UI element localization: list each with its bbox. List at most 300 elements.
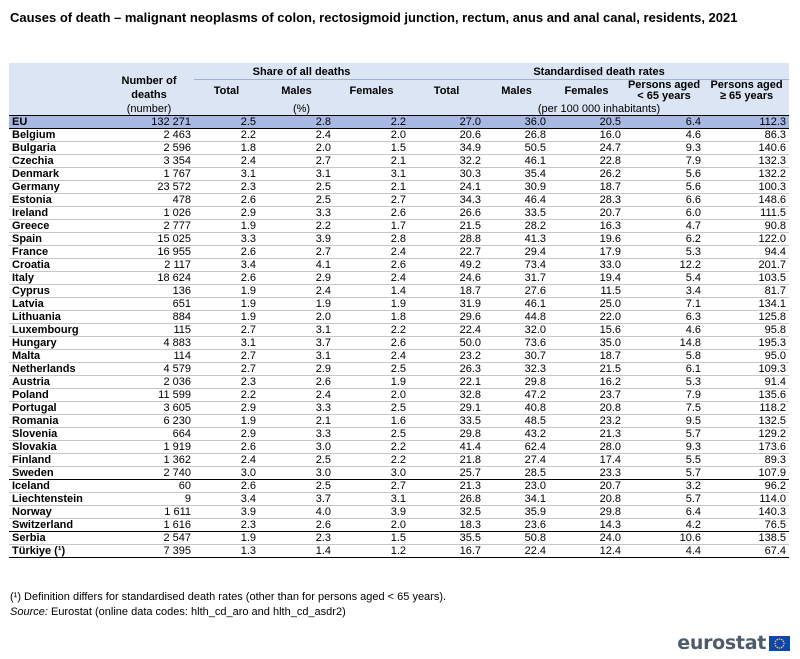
cell-deaths: 4 883 bbox=[163, 337, 191, 349]
cell-s-females: 2.8 bbox=[390, 233, 407, 245]
table-title: Causes of death – malignant neoplasms of colon, rectosigmoid junction, rectum, anus and anal canal, residents, 2021 bbox=[10, 10, 738, 25]
cell-r-total: 22.4 bbox=[459, 324, 482, 336]
cell-s-females: 2.0 bbox=[390, 129, 407, 141]
cell-s-females: 1.6 bbox=[390, 415, 407, 427]
cell-r-total: 26.3 bbox=[459, 363, 482, 375]
country-name: Slovakia bbox=[12, 441, 57, 453]
cell-s-females: 1.9 bbox=[390, 376, 407, 388]
cell-r-females: 26.2 bbox=[599, 168, 622, 180]
cell-r-u65: 5.7 bbox=[685, 467, 702, 479]
cell-s-males: 2.7 bbox=[315, 155, 331, 167]
cell-s-females: 2.4 bbox=[390, 272, 407, 284]
cell-s-males: 3.1 bbox=[315, 350, 331, 362]
cell-r-o65: 103.5 bbox=[758, 272, 787, 284]
cell-r-o65: 112.3 bbox=[704, 116, 789, 129]
cell-r-total: 34.9 bbox=[459, 142, 482, 154]
table-row bbox=[9, 298, 789, 311]
cell-r-o65: 135.6 bbox=[758, 389, 787, 401]
cell-s-total: 3.4 bbox=[240, 259, 256, 271]
footnotes bbox=[10, 590, 446, 620]
cell-r-males: 32.3 bbox=[524, 363, 547, 375]
country-name: Germany bbox=[12, 181, 60, 193]
cell-r-u65: 6.3 bbox=[685, 311, 702, 323]
cell-r-males: 33.5 bbox=[524, 207, 547, 219]
cell-r-o65: 201.7 bbox=[758, 259, 787, 271]
cell-s-total: 1.3 bbox=[240, 545, 256, 557]
cell-r-females: 28.0 bbox=[599, 441, 622, 453]
cell-r-total: 25.7 bbox=[459, 467, 482, 479]
cell-r-total: 28.8 bbox=[459, 233, 482, 245]
cell-r-total: 50.0 bbox=[459, 337, 482, 349]
table-row bbox=[9, 194, 789, 207]
cell-r-males: 35.9 bbox=[524, 506, 547, 518]
cell-s-females: 2.1 bbox=[390, 181, 407, 193]
table-row bbox=[9, 142, 789, 155]
cell-deaths: 132 271 bbox=[104, 116, 194, 129]
cell-r-females: 16.2 bbox=[599, 376, 622, 388]
cell-r-males: 26.8 bbox=[524, 129, 547, 141]
cell-r-males: 48.5 bbox=[524, 415, 547, 427]
cell-deaths: 3 605 bbox=[163, 402, 191, 414]
cell-s-females: 3.9 bbox=[390, 506, 407, 518]
country-name: Türkiye (¹) bbox=[12, 545, 66, 557]
cell-r-o65: 148.6 bbox=[758, 194, 787, 206]
table-row bbox=[9, 454, 789, 467]
cell-s-males: 3.0 bbox=[315, 441, 331, 453]
cell-r-u65: 5.6 bbox=[685, 168, 702, 180]
cell-r-total: 26.6 bbox=[459, 207, 482, 219]
cell-r-males: 62.4 bbox=[524, 441, 547, 453]
table-row bbox=[9, 168, 789, 181]
cell-r-u65: 7.9 bbox=[685, 155, 702, 167]
cell-r-females: 12.4 bbox=[599, 545, 622, 557]
table-row bbox=[9, 480, 789, 493]
cell-s-females: 2.0 bbox=[390, 389, 407, 401]
table-row bbox=[9, 350, 789, 363]
cell-s-total: 2.9 bbox=[240, 428, 256, 440]
cell-s-males: 4.0 bbox=[315, 506, 331, 518]
country-name: Iceland bbox=[12, 480, 50, 492]
cell-s-males: 3.3 bbox=[315, 402, 331, 414]
cell-s-total: 2.6 bbox=[240, 480, 256, 492]
cell-r-total: 41.4 bbox=[459, 441, 482, 453]
table-row bbox=[9, 519, 789, 532]
cell-r-males: 43.2 bbox=[524, 428, 547, 440]
cell-r-males: 27.4 bbox=[524, 454, 547, 466]
cell-s-total: 3.1 bbox=[240, 337, 256, 349]
cell-r-o65: 111.5 bbox=[760, 207, 787, 219]
table-row bbox=[9, 259, 789, 272]
cell-r-u65: 5.4 bbox=[685, 272, 702, 284]
cell-r-total: 49.2 bbox=[459, 259, 482, 271]
cell-s-males: 2.8 bbox=[259, 116, 334, 129]
cell-r-females: 29.8 bbox=[599, 506, 622, 518]
cell-s-total: 2.2 bbox=[240, 389, 256, 401]
cell-s-males: 2.3 bbox=[315, 532, 331, 544]
cell-r-females: 18.7 bbox=[599, 181, 622, 193]
cell-s-total: 2.3 bbox=[240, 181, 256, 193]
cell-s-total: 3.4 bbox=[240, 493, 256, 505]
cell-r-females: 17.9 bbox=[599, 246, 622, 258]
cell-s-total: 2.7 bbox=[240, 350, 256, 362]
header-number-unit: (number) bbox=[104, 102, 194, 116]
cell-s-total: 2.2 bbox=[240, 129, 256, 141]
cell-deaths: 1 611 bbox=[164, 506, 191, 518]
cell-r-total: 34.3 bbox=[459, 194, 482, 206]
country-name: Sweden bbox=[12, 467, 54, 479]
cell-r-total: 20.6 bbox=[459, 129, 482, 141]
cell-r-o65: 125.8 bbox=[758, 311, 787, 323]
cell-r-u65: 4.2 bbox=[685, 519, 702, 531]
cell-r-total: 23.2 bbox=[459, 350, 482, 362]
cell-s-males: 2.1 bbox=[315, 415, 331, 427]
eurostat-logo bbox=[677, 634, 790, 652]
cell-r-males: 32.0 bbox=[524, 324, 547, 336]
logo-text: eurostat bbox=[677, 632, 766, 654]
header-rate-unit: (per 100 000 inhabitants) bbox=[409, 102, 789, 116]
source-line bbox=[10, 605, 446, 620]
cell-r-males: 22.4 bbox=[524, 545, 547, 557]
cell-r-males: 36.0 bbox=[484, 116, 549, 129]
cell-r-o65: 122.0 bbox=[758, 233, 787, 245]
cell-r-total: 32.2 bbox=[459, 155, 482, 167]
header-share-males: Males bbox=[259, 80, 334, 103]
cell-r-u65: 5.7 bbox=[685, 428, 702, 440]
cell-s-males: 2.4 bbox=[315, 389, 331, 401]
cell-r-total: 21.3 bbox=[459, 480, 482, 492]
cell-s-total: 2.4 bbox=[240, 454, 256, 466]
cell-r-total: 27.0 bbox=[409, 116, 484, 129]
cell-r-u65: 6.4 bbox=[685, 506, 702, 518]
cell-s-females: 2.0 bbox=[390, 519, 407, 531]
cell-s-males: 2.4 bbox=[315, 129, 331, 141]
cell-deaths: 1 767 bbox=[163, 168, 191, 180]
cell-s-females: 2.7 bbox=[390, 480, 407, 492]
cell-deaths: 16 955 bbox=[157, 246, 191, 258]
table-row bbox=[9, 493, 789, 506]
table-row bbox=[9, 441, 789, 454]
cell-s-females: 2.2 bbox=[334, 116, 409, 129]
table-row-eu bbox=[9, 116, 789, 129]
cell-r-o65: 100.3 bbox=[758, 181, 787, 193]
cell-s-total: 1.9 bbox=[240, 220, 256, 232]
cell-r-females: 33.0 bbox=[599, 259, 622, 271]
cell-deaths: 2 547 bbox=[163, 532, 191, 544]
cell-r-total: 24.1 bbox=[459, 181, 482, 193]
cell-r-females: 20.8 bbox=[599, 493, 622, 505]
country-name: Finland bbox=[12, 454, 52, 466]
cell-r-males: 46.1 bbox=[524, 298, 547, 310]
table-row bbox=[9, 428, 789, 441]
cell-s-females: 2.4 bbox=[390, 246, 407, 258]
cell-s-females: 3.0 bbox=[390, 467, 407, 479]
cell-deaths: 478 bbox=[172, 194, 191, 206]
source-label: Source: bbox=[10, 606, 48, 618]
cell-r-males: 73.4 bbox=[524, 259, 547, 271]
cell-r-o65: 138.5 bbox=[758, 532, 787, 544]
cell-r-o65: 118.2 bbox=[759, 402, 787, 414]
cell-deaths: 136 bbox=[172, 285, 191, 297]
cell-s-total: 1.9 bbox=[240, 415, 256, 427]
header-share-females: Females bbox=[334, 80, 409, 103]
cell-r-o65: 90.8 bbox=[764, 220, 787, 232]
cell-r-males: 29.4 bbox=[524, 246, 547, 258]
country-name: Serbia bbox=[12, 532, 46, 544]
cell-deaths: 664 bbox=[172, 428, 191, 440]
cell-r-u65: 6.4 bbox=[624, 116, 704, 129]
cell-r-u65: 6.6 bbox=[685, 194, 702, 206]
table-row bbox=[9, 376, 789, 389]
cell-r-o65: 67.4 bbox=[764, 545, 787, 557]
cell-r-males: 73.6 bbox=[524, 337, 547, 349]
cell-deaths: 1 026 bbox=[163, 207, 191, 219]
cell-deaths: 1 616 bbox=[163, 519, 191, 531]
cell-deaths: 7 395 bbox=[163, 545, 191, 557]
cell-r-total: 24.6 bbox=[459, 272, 482, 284]
cell-r-total: 29.1 bbox=[459, 402, 482, 414]
country-name: Croatia bbox=[12, 259, 50, 271]
cell-r-total: 33.5 bbox=[459, 415, 482, 427]
cell-r-u65: 4.4 bbox=[685, 545, 702, 557]
cell-r-males: 41.3 bbox=[524, 233, 547, 245]
cell-r-total: 16.7 bbox=[459, 545, 482, 557]
cell-deaths: 2 777 bbox=[163, 220, 191, 232]
cell-s-females: 2.6 bbox=[390, 337, 407, 349]
cell-s-females: 2.5 bbox=[390, 363, 407, 375]
cell-s-females: 1.4 bbox=[390, 285, 407, 297]
cell-r-o65: 95.0 bbox=[764, 350, 787, 362]
cell-s-males: 2.9 bbox=[315, 272, 331, 284]
cell-s-total: 2.6 bbox=[240, 272, 256, 284]
country-name: Romania bbox=[12, 415, 59, 427]
cell-r-o65: 89.3 bbox=[764, 454, 787, 466]
table-row bbox=[9, 532, 789, 545]
header-share-unit: (%) bbox=[194, 102, 409, 116]
cell-r-males: 46.4 bbox=[524, 194, 547, 206]
cell-r-u65: 7.9 bbox=[685, 389, 702, 401]
table-row bbox=[9, 363, 789, 376]
cell-s-females: 2.6 bbox=[390, 259, 407, 271]
cell-s-total: 1.9 bbox=[240, 532, 256, 544]
cell-s-males: 2.5 bbox=[315, 181, 331, 193]
cell-s-females: 2.1 bbox=[390, 155, 407, 167]
cell-r-total: 18.7 bbox=[459, 285, 482, 297]
cell-s-males: 2.5 bbox=[315, 454, 331, 466]
cell-r-u65: 7.5 bbox=[685, 402, 702, 414]
cell-r-o65: 81.7 bbox=[764, 285, 787, 297]
cell-r-o65: 132.3 bbox=[758, 155, 787, 167]
header-rate-total: Total bbox=[409, 80, 484, 103]
eu-flag-icon bbox=[769, 636, 790, 651]
table-row bbox=[9, 415, 789, 428]
cell-r-males: 29.8 bbox=[524, 376, 547, 388]
cell-s-total: 1.9 bbox=[240, 298, 256, 310]
country-name: Lithuania bbox=[12, 311, 61, 323]
header-rate-females: Females bbox=[549, 80, 624, 103]
cell-r-females: 20.7 bbox=[599, 480, 622, 492]
country-name: Malta bbox=[12, 350, 41, 362]
table-row bbox=[9, 207, 789, 220]
footnote-definition: (¹) Definition differs for standardised death rates (other than for persons aged < 65 years). bbox=[10, 591, 447, 603]
cell-r-total: 18.3 bbox=[459, 519, 482, 531]
country-name: Cyprus bbox=[12, 285, 50, 297]
country-name: France bbox=[12, 246, 49, 258]
cell-r-total: 30.3 bbox=[459, 168, 482, 180]
cell-r-total: 21.5 bbox=[459, 220, 482, 232]
cell-r-total: 32.8 bbox=[459, 389, 482, 401]
table-row bbox=[9, 272, 789, 285]
cell-r-males: 31.7 bbox=[524, 272, 547, 284]
cell-r-u65: 3.2 bbox=[685, 480, 702, 492]
cell-r-total: 29.8 bbox=[459, 428, 482, 440]
cell-s-males: 2.6 bbox=[315, 519, 331, 531]
cell-s-total: 1.8 bbox=[240, 142, 256, 154]
cell-deaths: 3 354 bbox=[163, 155, 191, 167]
cell-s-males: 2.7 bbox=[315, 246, 331, 258]
cell-r-total: 29.6 bbox=[459, 311, 482, 323]
cell-r-o65: 132.5 bbox=[758, 415, 787, 427]
cell-r-males: 35.4 bbox=[524, 168, 547, 180]
country-name: Netherlands bbox=[12, 363, 76, 375]
cell-s-total: 2.6 bbox=[240, 194, 256, 206]
cell-s-males: 2.6 bbox=[315, 376, 331, 388]
cell-s-total: 2.9 bbox=[240, 402, 256, 414]
header-number-of-deaths: Number of deaths bbox=[104, 63, 194, 102]
cell-s-total: 2.3 bbox=[240, 519, 256, 531]
cell-s-males: 3.7 bbox=[315, 493, 331, 505]
country-name: Austria bbox=[12, 376, 50, 388]
cell-s-males: 2.0 bbox=[315, 311, 331, 323]
country-name: Denmark bbox=[12, 168, 60, 180]
table-row bbox=[9, 402, 789, 415]
cell-s-total: 1.9 bbox=[240, 285, 256, 297]
cell-r-males: 30.7 bbox=[524, 350, 547, 362]
country-name: Bulgaria bbox=[12, 142, 57, 154]
cell-s-males: 2.4 bbox=[315, 285, 331, 297]
cell-r-females: 21.3 bbox=[599, 428, 622, 440]
table-row bbox=[9, 467, 789, 480]
country-name: Italy bbox=[12, 272, 35, 284]
cell-s-males: 2.0 bbox=[315, 142, 331, 154]
cell-deaths: 18 624 bbox=[157, 272, 191, 284]
cell-r-u65: 9.3 bbox=[685, 441, 702, 453]
table-row bbox=[9, 506, 789, 519]
cell-r-males: 28.2 bbox=[524, 220, 547, 232]
cell-s-total: 2.7 bbox=[240, 324, 256, 336]
cell-s-females: 1.5 bbox=[390, 142, 407, 154]
cell-deaths: 115 bbox=[173, 324, 191, 336]
cell-s-total: 3.0 bbox=[240, 467, 256, 479]
cell-r-o65: 91.4 bbox=[764, 376, 787, 388]
cell-deaths: 60 bbox=[178, 480, 191, 492]
cell-r-o65: 114.0 bbox=[759, 493, 787, 505]
cell-r-total: 21.8 bbox=[459, 454, 482, 466]
cell-r-females: 19.4 bbox=[599, 272, 622, 284]
cell-deaths: 11 599 bbox=[158, 389, 191, 401]
country-name: Estonia bbox=[12, 194, 52, 206]
cell-s-females: 1.7 bbox=[390, 220, 407, 232]
cell-r-females: 21.5 bbox=[599, 363, 622, 375]
cell-r-females: 17.4 bbox=[599, 454, 622, 466]
cell-r-o65: 140.6 bbox=[758, 142, 787, 154]
cell-r-u65: 6.0 bbox=[685, 207, 702, 219]
cell-r-o65: 173.6 bbox=[758, 441, 787, 453]
cell-r-u65: 7.1 bbox=[685, 298, 702, 310]
cell-s-males: 2.9 bbox=[315, 363, 331, 375]
cell-r-females: 14.3 bbox=[599, 519, 622, 531]
cell-s-females: 1.2 bbox=[390, 545, 407, 557]
cell-r-u65: 4.6 bbox=[685, 324, 702, 336]
cell-r-females: 28.3 bbox=[599, 194, 622, 206]
table-row bbox=[9, 181, 789, 194]
cell-r-o65: 96.2 bbox=[764, 480, 787, 492]
cell-r-o65: 132.2 bbox=[758, 168, 787, 180]
cell-s-total: 1.9 bbox=[240, 311, 256, 323]
cell-r-males: 30.9 bbox=[524, 181, 547, 193]
cell-s-females: 1.9 bbox=[390, 298, 407, 310]
country-name: Hungary bbox=[12, 337, 57, 349]
country-name: Luxembourg bbox=[12, 324, 79, 336]
cell-s-total: 2.6 bbox=[240, 441, 256, 453]
cell-r-total: 26.8 bbox=[459, 493, 482, 505]
cell-r-females: 18.7 bbox=[599, 350, 622, 362]
cell-r-males: 28.5 bbox=[524, 467, 547, 479]
country-name: Spain bbox=[12, 233, 42, 245]
cell-deaths: 114 bbox=[173, 350, 191, 362]
cell-s-females: 2.5 bbox=[390, 402, 407, 414]
cell-r-u65: 10.6 bbox=[679, 532, 702, 544]
cell-s-females: 2.2 bbox=[390, 441, 407, 453]
cell-r-females: 16.0 bbox=[599, 129, 622, 141]
cell-r-males: 27.6 bbox=[524, 285, 547, 297]
cell-r-females: 19.6 bbox=[599, 233, 622, 245]
cell-s-females: 1.5 bbox=[390, 532, 407, 544]
cell-deaths: 2 463 bbox=[163, 129, 191, 141]
cell-r-total: 32.5 bbox=[459, 506, 482, 518]
cell-r-o65: 109.3 bbox=[758, 363, 787, 375]
cell-r-females: 22.0 bbox=[599, 311, 622, 323]
cell-deaths: 884 bbox=[172, 311, 191, 323]
cell-s-females: 1.8 bbox=[390, 311, 407, 323]
cell-s-males: 3.0 bbox=[315, 467, 331, 479]
country-name: Belgium bbox=[12, 129, 56, 141]
cell-r-females: 11.5 bbox=[600, 285, 622, 297]
table-row bbox=[9, 337, 789, 350]
table-body bbox=[9, 116, 789, 558]
cell-r-females: 24.0 bbox=[599, 532, 622, 544]
cell-r-females: 23.7 bbox=[599, 389, 622, 401]
cell-r-females: 22.8 bbox=[599, 155, 622, 167]
cell-r-females: 23.2 bbox=[599, 415, 622, 427]
cell-r-females: 35.0 bbox=[599, 337, 622, 349]
cell-r-o65: 134.1 bbox=[758, 298, 787, 310]
cell-s-males: 2.5 bbox=[315, 194, 331, 206]
country-name: Portugal bbox=[12, 402, 57, 414]
cell-r-males: 50.5 bbox=[524, 142, 547, 154]
cell-s-males: 1.4 bbox=[315, 545, 331, 557]
cell-r-o65: 129.2 bbox=[758, 428, 787, 440]
country-name: Switzerland bbox=[12, 519, 74, 531]
cell-r-o65: 94.4 bbox=[764, 246, 787, 258]
header-share-total: Total bbox=[194, 80, 259, 103]
cell-r-females: 15.6 bbox=[599, 324, 622, 336]
cell-r-u65: 5.6 bbox=[685, 181, 702, 193]
cell-r-total: 22.7 bbox=[459, 246, 482, 258]
cell-r-males: 47.2 bbox=[524, 389, 547, 401]
table-row bbox=[9, 389, 789, 402]
cell-r-o65: 107.9 bbox=[758, 467, 787, 479]
header-share-group: Share of all deaths bbox=[194, 63, 409, 80]
